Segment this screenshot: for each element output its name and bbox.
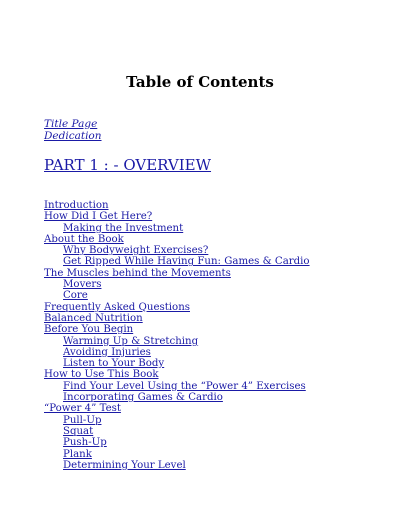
toc-link[interactable]: Find Your Level Using the “Power 4” Exercises bbox=[63, 380, 306, 392]
toc-subentry bbox=[44, 245, 384, 256]
toc-link[interactable]: Determining Your Level bbox=[63, 459, 186, 471]
toc-subentry bbox=[44, 290, 384, 301]
toc-link[interactable]: Get Ripped While Having Fun: Games & Cardio bbox=[63, 256, 310, 268]
toc-link[interactable]: Making the Investment bbox=[63, 222, 184, 234]
toc-link-title-page[interactable]: Title Page bbox=[44, 118, 98, 130]
toc-entry bbox=[44, 268, 384, 279]
toc-link[interactable]: Plank bbox=[63, 448, 92, 460]
part-heading bbox=[44, 156, 211, 174]
toc-subentry bbox=[44, 223, 384, 234]
toc-link[interactable]: “Power 4” Test bbox=[44, 403, 121, 415]
toc-subentry bbox=[44, 256, 384, 267]
toc-entry bbox=[44, 313, 384, 324]
toc-link[interactable]: Before You Begin bbox=[44, 324, 134, 336]
toc-link[interactable]: Incorporating Games & Cardio bbox=[63, 392, 223, 404]
toc-subentry bbox=[44, 426, 384, 437]
toc-entry bbox=[44, 200, 384, 211]
toc-link[interactable]: Push-Up bbox=[63, 437, 107, 449]
toc-link[interactable]: Balanced Nutrition bbox=[44, 312, 143, 324]
front-matter-list bbox=[44, 118, 102, 142]
toc-subentry bbox=[44, 279, 384, 290]
toc-entry bbox=[44, 403, 384, 414]
toc-subentry bbox=[44, 415, 384, 426]
toc-link[interactable]: Squat bbox=[63, 425, 94, 437]
toc-link-part-1[interactable]: PART 1 : - OVERVIEW bbox=[44, 156, 212, 174]
toc-subentry bbox=[44, 392, 384, 403]
toc-subentry bbox=[44, 381, 384, 392]
toc-link[interactable]: Warming Up & Stretching bbox=[63, 335, 199, 347]
toc-entry bbox=[44, 234, 384, 245]
toc-subentry bbox=[44, 437, 384, 448]
toc-link[interactable]: About the Book bbox=[44, 233, 124, 245]
toc-link[interactable]: How to Use This Book bbox=[44, 369, 159, 381]
toc-link[interactable]: How Did I Get Here? bbox=[44, 211, 153, 223]
toc-subentry bbox=[44, 347, 384, 358]
toc-link[interactable]: Avoiding Injuries bbox=[63, 346, 151, 358]
toc-link[interactable]: Frequently Asked Questions bbox=[44, 301, 190, 313]
toc-entry bbox=[44, 369, 384, 380]
toc-link[interactable]: The Muscles behind the Movements bbox=[44, 267, 231, 279]
toc-entry bbox=[44, 211, 384, 222]
toc-link[interactable]: Listen to Your Body bbox=[63, 358, 165, 370]
toc-link[interactable]: Why Bodyweight Exercises? bbox=[63, 245, 209, 257]
toc-list bbox=[44, 200, 384, 471]
toc-subentry bbox=[44, 460, 384, 471]
toc-link-dedication[interactable]: Dedication bbox=[44, 130, 102, 142]
toc-subentry bbox=[44, 449, 384, 460]
page-title: Table of Contents bbox=[126, 73, 274, 91]
toc-link[interactable]: Core bbox=[63, 290, 88, 302]
toc-subentry bbox=[44, 336, 384, 347]
toc-entry bbox=[44, 302, 384, 313]
toc-link[interactable]: Introduction bbox=[44, 200, 109, 211]
toc-entry bbox=[44, 324, 384, 335]
toc-link[interactable]: Pull-Up bbox=[63, 414, 102, 426]
toc-subentry bbox=[44, 358, 384, 369]
toc-link[interactable]: Movers bbox=[63, 279, 102, 291]
